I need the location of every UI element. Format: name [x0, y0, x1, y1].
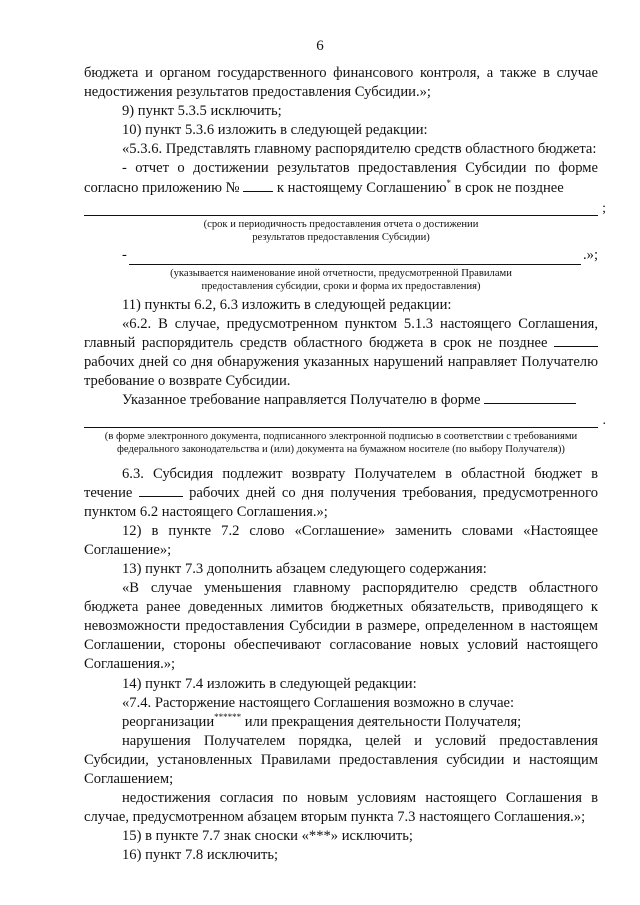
item-14: 14) пункт 7.4 изложить в следующей редакции: [122, 675, 417, 692]
footnote-mark: * [446, 177, 452, 188]
requirement-form-paragraph [84, 391, 598, 410]
termination-reorganization [84, 713, 598, 732]
item-15: 15) в пункте 7.7 знак сноски «***» исключить; [122, 828, 413, 845]
other-reports-line [84, 246, 598, 265]
clause-6-2 [84, 315, 598, 391]
item-11: 11) пункты 6.2, 6.3 изложить в следующей редакции: [122, 296, 452, 313]
item-12: 12) в пункте 7.2 слово «Соглашение» заменить словами «Настоящее Соглашение»; [84, 522, 598, 558]
termination-no-agreement: недостижения согласия по новым условиям настоящего Соглашения в случае, предусмотренном абзацем вторым пункта 7.3 настоящего Соглашения.»; [84, 790, 598, 826]
requirement-line-end: . [602, 413, 606, 429]
other-reports-dash: - [122, 247, 127, 264]
note-requirement-form: (в форме электронного документа, подписанного электронной подписью в соответствии с требованиями федерального законодательства и (или) документа на бумажном носителе (по выбору Получателя)) [104, 431, 578, 456]
requirement-form-text: Указанное требование направляется Получателю в форме [122, 392, 481, 409]
clause-6-3-text-a: 6.3. Субсидия подлежит возврату Получателем в областной бюджет в течение [84, 465, 598, 501]
clause-6-3 [84, 465, 598, 522]
clause-6-3-text-b: рабочих дней со дня получения требования, предусмотренного пунктом 6.2 настоящего Соглашения.»; [84, 484, 598, 520]
document-body [84, 64, 606, 866]
reorganization-text: реорганизации [122, 713, 215, 730]
working-days-blank-1 [554, 334, 598, 347]
deadline-blank-line [84, 200, 606, 216]
clause-6-2-text-a: «6.2. В случае, предусмотренном пунктом 5.1.3 настоящего Соглашения, главный распорядитель средств областного бюджета в срок не позднее [84, 315, 598, 351]
note-other-reports: (указывается наименование иной отчетности, предусмотренной Правилами предоставления субсидии, сроки и форма их предоставления) [170, 268, 512, 293]
requirement-form-line [84, 412, 606, 429]
clause-7-3-addition: «В случае уменьшения главному распорядителю средств областного бюджета ранее доведенных лимитов бюджетных обязательств, приводящего к невозможности предоставления Субсидии в размере, определенном в настоящем Соглашении, стороны обеспечивают согласование новых условий настоящего Соглашения.»; [84, 580, 598, 673]
note-report-deadline: (срок и периодичность предоставления отчета о достижении результатов предоставления Субсидии) [203, 218, 479, 243]
other-reports-blank [129, 251, 581, 265]
report-form-text-b: к настоящему Соглашению [276, 179, 447, 196]
clause-7-4: «7.4. Расторжение настоящего Соглашения возможно в случае: [122, 694, 515, 711]
report-form-text-c: в срок не позднее [454, 179, 564, 196]
requirement-form-blank [484, 391, 576, 404]
termination-violation: нарушения Получателем порядка, целей и условий предоставления Субсидии, установленных Правилами предоставления субсидии и настоящим Соглашением; [84, 732, 598, 788]
report-form-text-a: - отчет о достижении результатов предоставления Субсидии по форме согласно приложению № [84, 160, 598, 196]
deadline-line-end: ; [602, 200, 606, 216]
item-16: 16) пункт 7.8 исключить; [122, 847, 279, 864]
working-days-blank-2 [139, 484, 183, 497]
page-number: 6 [316, 38, 324, 54]
item-10: 10) пункт 5.3.6 изложить в следующей редакции: [122, 122, 428, 139]
item-9: 9) пункт 5.3.5 исключить; [122, 103, 282, 120]
clause-6-2-text-b: рабочих дней со дня обнаружения указанных нарушений направляет Получателю требование о возврате Субсидии. [84, 353, 598, 389]
report-form-paragraph [84, 159, 598, 197]
termination-text: или прекращения деятельности Получателя; [244, 713, 522, 730]
clause-5-3-6: «5.3.6. Представлять главному распорядителю средств областного бюджета: [122, 141, 597, 158]
item-13: 13) пункт 7.3 дополнить абзацем следующего содержания: [122, 561, 487, 577]
footnote-mark-reorganization: ****** [214, 711, 242, 722]
other-reports-end: .»; [583, 247, 598, 264]
appendix-number-blank [243, 179, 273, 192]
paragraph-budget-control: бюджета и органом государственного финансового контроля, а также в случае недостижения результатов предоставления Субсидии.»; [84, 65, 598, 101]
